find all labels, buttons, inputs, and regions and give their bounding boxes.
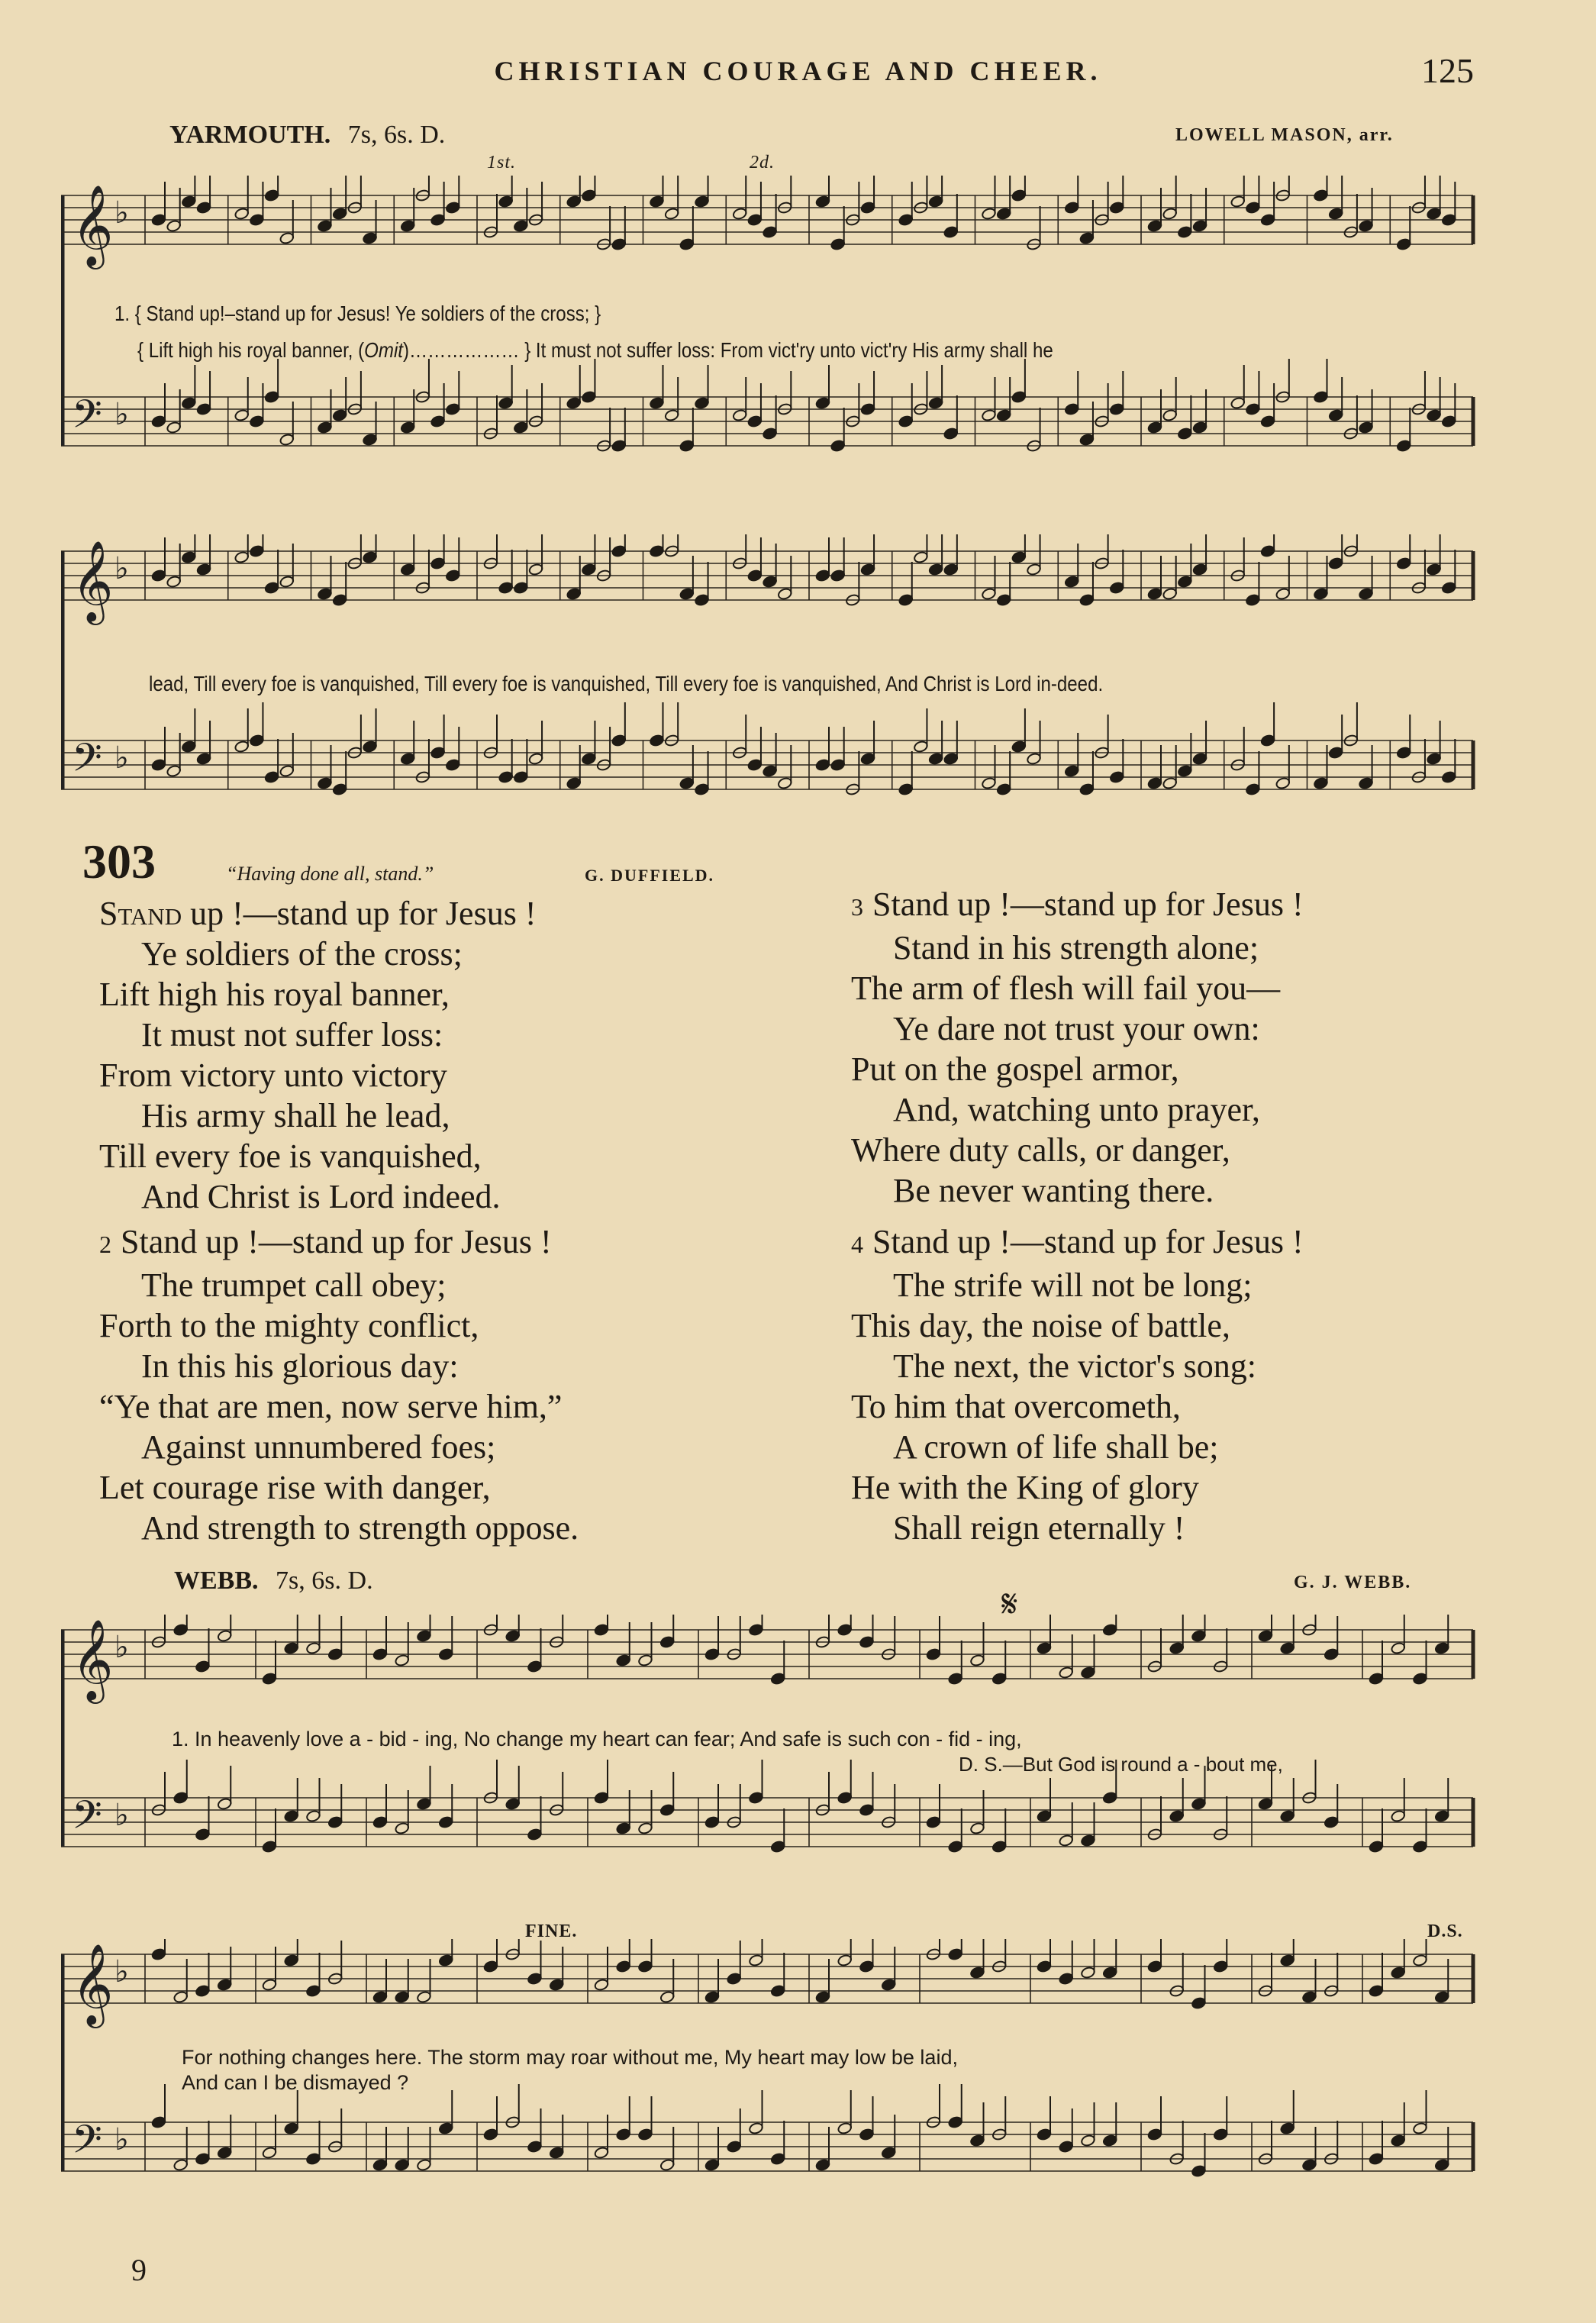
hymn-number: 303	[82, 834, 156, 889]
verse-line: His army shall he lead,	[141, 1097, 450, 1134]
fine-marker: FINE.	[525, 1921, 578, 1941]
verse-line: 3 Stand up !—stand up for Jesus !	[851, 886, 1304, 923]
verse-line: Where duty calls, or danger,	[851, 1131, 1230, 1169]
verse-line: Stand in his strength alone;	[893, 929, 1259, 966]
verse-line: Against unnumbered foes;	[141, 1428, 496, 1466]
verse-line: In this his glorious day:	[141, 1347, 459, 1385]
flat-icon: ♭	[114, 397, 129, 432]
lyric-webb-line-3: And can I be dismayed ?	[182, 2071, 409, 2094]
verse-line: And strength to strength oppose.	[141, 1509, 579, 1547]
flat-icon: ♭	[114, 1798, 129, 1833]
stanza-1	[99, 893, 536, 1217]
verse-line: From victory unto victory	[99, 1057, 447, 1094]
verse-line: Be never wanting there.	[893, 1172, 1214, 1209]
tune-title-yarmouth	[169, 121, 445, 150]
treble-clef-icon: 𝄞	[72, 1618, 114, 1700]
verse-line: 4 Stand up !—stand up for Jesus !	[851, 1223, 1304, 1260]
second-ending-label: 2d.	[750, 153, 775, 173]
lyric-yarmouth-line-3: lead, Till every foe is vanquished, Till every foe is vanquished, Till every foe is vanquished, And Christ is Lord in-deed.	[149, 672, 1104, 695]
verse-line: And, watching unto prayer,	[893, 1091, 1260, 1128]
composer-webb: G. J. WEBB.	[1294, 1573, 1412, 1592]
verse-line: This day, the noise of battle,	[851, 1307, 1230, 1344]
folio-signature: 9	[131, 2253, 147, 2287]
tune-name: YARMOUTH.	[169, 121, 331, 149]
verse-line: To him that overcometh,	[851, 1388, 1181, 1425]
tune-meter: 7s, 6s. D.	[276, 1566, 373, 1595]
first-ending-label: 1st.	[487, 153, 517, 173]
flat-icon: ♭	[114, 740, 129, 776]
segno-icon: 𝄋	[1001, 1583, 1019, 1625]
tune-meter: 7s, 6s. D.	[347, 121, 446, 149]
verse-line: Shall reign eternally !	[893, 1509, 1185, 1547]
tune-name: WEBB.	[174, 1566, 259, 1595]
stanza-3	[851, 884, 1304, 1211]
verse-line: The strife will not be long;	[893, 1266, 1253, 1304]
stanza-2	[99, 1221, 579, 1548]
hymn-epigraph: “Having done all, stand.”	[226, 863, 434, 885]
verse-line: Let courage rise with danger,	[99, 1469, 491, 1506]
bass-clef-icon: 𝄢	[72, 1792, 102, 1847]
lyric-webb-line-1: 1. In heavenly love a - bid - ing, No change my heart can fear; And safe is such con - fid - ing,	[172, 1728, 1022, 1750]
dal-segno-marker: D.S.	[1427, 1921, 1463, 1941]
verse-line: The next, the victor's song:	[893, 1347, 1256, 1385]
verse-line: Ye soldiers of the cross;	[141, 935, 463, 973]
bass-clef-icon: 𝄢	[72, 2116, 102, 2172]
lyric-yarmouth-line-1: 1. { Stand up!–stand up for Jesus! Ye soldiers of the cross; }	[114, 302, 601, 325]
flat-icon: ♭	[114, 1954, 129, 1989]
verse-line: Put on the gospel armor,	[851, 1050, 1179, 1088]
flat-icon: ♭	[114, 1630, 129, 1665]
verse-line: The arm of flesh will fail you—	[851, 970, 1281, 1007]
verse-line: And Christ is Lord indeed.	[141, 1178, 501, 1215]
flat-icon: ♭	[114, 195, 129, 231]
composer-lowell-mason: LOWELL MASON, arr.	[1175, 125, 1394, 145]
verse-line: 2 Stand up !—stand up for Jesus !	[99, 1223, 552, 1260]
lyric-yarmouth-line-2: { Lift high his royal banner, (Omit)……………… } It must not suffer loss: From vict'ry unto vict'ry His army shall he	[137, 338, 1053, 362]
lyric-webb-line-2: For nothing changes here. The storm may roar without me, My heart may low be laid,	[182, 2046, 958, 2069]
lyric-webb-ds-line: D. S.—But God is round a - bout me,	[959, 1753, 1283, 1776]
verse-line: The trumpet call obey;	[141, 1266, 447, 1304]
bass-clef-icon: 𝄢	[72, 391, 102, 447]
page-number: 125	[1421, 51, 1474, 90]
verse-line: Lift high his royal banner,	[99, 976, 450, 1013]
bass-clef-icon: 𝄢	[72, 734, 102, 790]
verse-line: It must not suffer loss:	[141, 1016, 443, 1053]
hymn-author: G. DUFFIELD.	[585, 866, 715, 885]
verse-line: Ye dare not trust your own:	[893, 1010, 1260, 1047]
flat-icon: ♭	[114, 551, 129, 586]
verse-line: He with the King of glory	[851, 1469, 1199, 1506]
verse-line: Till every foe is vanquished,	[99, 1137, 482, 1175]
treble-clef-icon: 𝄞	[72, 1943, 114, 2025]
stanza-4	[851, 1221, 1304, 1548]
flat-icon: ♭	[114, 2122, 129, 2157]
tune-title-webb	[174, 1566, 373, 1595]
treble-clef-icon: 𝄞	[72, 184, 114, 266]
verse-line: Stand up !—stand up for Jesus !	[99, 895, 537, 932]
verse-line: “Ye that are men, now serve him,”	[99, 1388, 563, 1425]
verse-line: Forth to the mighty conflict,	[99, 1307, 479, 1344]
running-head: CHRISTIAN COURAGE AND CHEER.	[494, 56, 1102, 86]
verse-line: A crown of life shall be;	[893, 1428, 1219, 1466]
treble-clef-icon: 𝄞	[72, 540, 114, 621]
